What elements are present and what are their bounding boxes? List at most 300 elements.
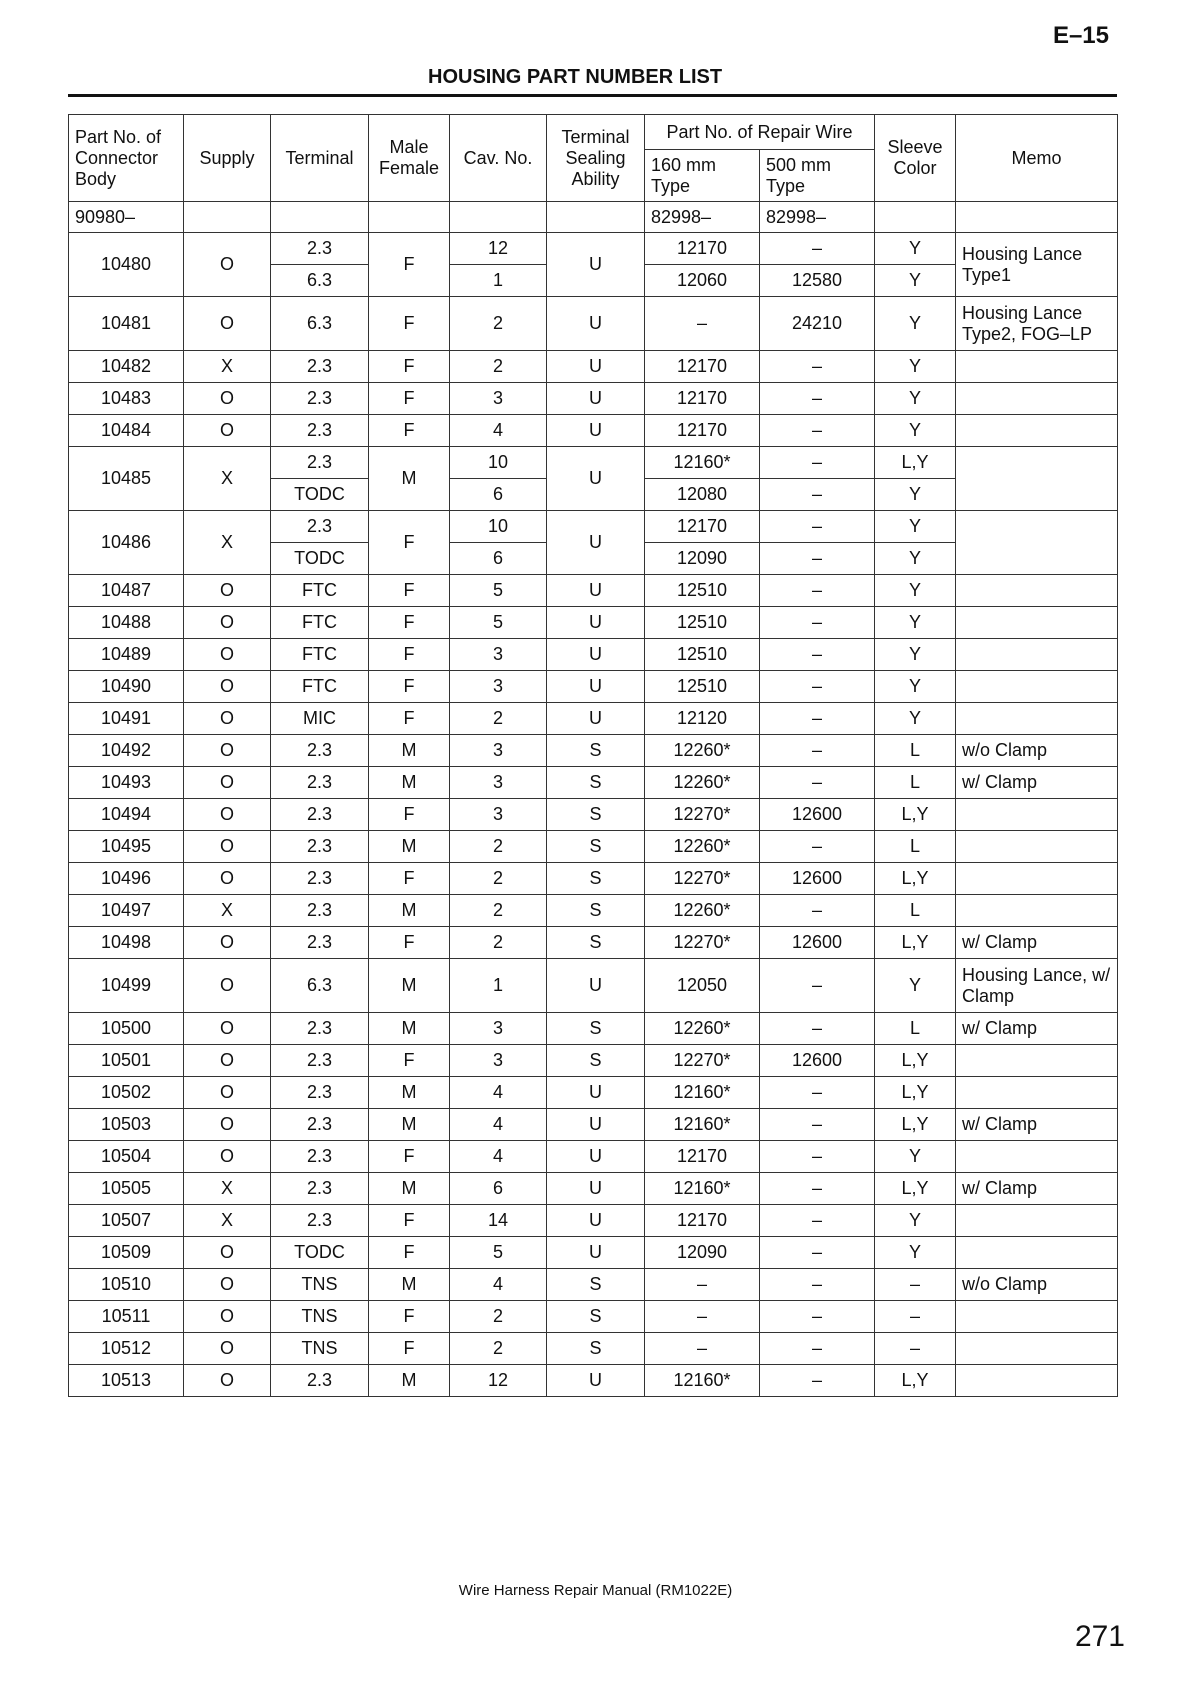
cell-terminal: 2.3 xyxy=(271,1173,369,1205)
cell-wire-500: – xyxy=(760,1333,875,1365)
cell-male-female: M xyxy=(369,447,450,511)
cell-supply: X xyxy=(184,447,271,511)
cell-male-female: F xyxy=(369,703,450,735)
table-row xyxy=(69,895,1118,927)
cell-sleeve-color: Y xyxy=(875,351,956,383)
cell-wire-500: – xyxy=(760,479,875,511)
cell-terminal: 6.3 xyxy=(271,959,369,1013)
cell-terminal: TNS xyxy=(271,1301,369,1333)
cell-supply: O xyxy=(184,1013,271,1045)
cell-memo: Housing Lance, w/ Clamp xyxy=(956,959,1118,1013)
cell-sleeve-color: L,Y xyxy=(875,1365,956,1397)
cell-terminal: 2.3 xyxy=(271,767,369,799)
table-row xyxy=(69,671,1118,703)
prefix-wire-160: 82998– xyxy=(645,202,760,233)
table-row xyxy=(69,447,1118,479)
cell-terminal: TNS xyxy=(271,1333,369,1365)
cell-cav-no: 2 xyxy=(450,1301,547,1333)
cell-wire-500: 24210 xyxy=(760,297,875,351)
cell-sealing: U xyxy=(547,233,645,297)
cell-male-female: F xyxy=(369,1141,450,1173)
cell-memo xyxy=(956,831,1118,863)
table-row xyxy=(69,799,1118,831)
cell-wire-160: 12060 xyxy=(645,265,760,297)
cell-wire-160: – xyxy=(645,1333,760,1365)
cell-terminal: FTC xyxy=(271,575,369,607)
table-row xyxy=(69,1045,1118,1077)
cell-male-female: F xyxy=(369,1045,450,1077)
cell-supply: O xyxy=(184,767,271,799)
cell-cav-no: 1 xyxy=(450,265,547,297)
cell-sealing: U xyxy=(547,297,645,351)
cell-memo xyxy=(956,1141,1118,1173)
cell-part-no: 10480 xyxy=(69,233,184,297)
table-row xyxy=(69,639,1118,671)
cell-terminal: 6.3 xyxy=(271,265,369,297)
cell-sleeve-color: – xyxy=(875,1333,956,1365)
cell-wire-500: 12600 xyxy=(760,1045,875,1077)
cell-supply: O xyxy=(184,1109,271,1141)
cell-terminal: FTC xyxy=(271,639,369,671)
cell-male-female: F xyxy=(369,1333,450,1365)
cell-wire-500: – xyxy=(760,383,875,415)
cell-wire-160: 12260* xyxy=(645,767,760,799)
cell-cav-no: 2 xyxy=(450,927,547,959)
cell-male-female: M xyxy=(369,1173,450,1205)
cell-terminal: TNS xyxy=(271,1269,369,1301)
cell-wire-500: – xyxy=(760,233,875,265)
cell-sleeve-color: L,Y xyxy=(875,1173,956,1205)
cell-cav-no: 2 xyxy=(450,895,547,927)
cell-sealing: U xyxy=(547,415,645,447)
cell-male-female: M xyxy=(369,1077,450,1109)
cell-part-no: 10513 xyxy=(69,1365,184,1397)
header-wire-160: 160 mm Type xyxy=(645,150,760,202)
cell-memo: w/ Clamp xyxy=(956,1013,1118,1045)
cell-male-female: F xyxy=(369,863,450,895)
cell-part-no: 10488 xyxy=(69,607,184,639)
cell-cav-no: 6 xyxy=(450,1173,547,1205)
cell-memo: Housing Lance Type1 xyxy=(956,233,1118,297)
cell-cav-no: 4 xyxy=(450,1077,547,1109)
cell-part-no: 10505 xyxy=(69,1173,184,1205)
cell-memo xyxy=(956,607,1118,639)
cell-memo xyxy=(956,1301,1118,1333)
cell-supply: O xyxy=(184,735,271,767)
cell-sleeve-color: L xyxy=(875,831,956,863)
cell-male-female: F xyxy=(369,383,450,415)
cell-part-no: 10507 xyxy=(69,1205,184,1237)
cell-cav-no: 3 xyxy=(450,799,547,831)
cell-wire-160: 12170 xyxy=(645,1141,760,1173)
cell-wire-500: 12600 xyxy=(760,863,875,895)
cell-wire-160: 12160* xyxy=(645,1077,760,1109)
cell-part-no: 10487 xyxy=(69,575,184,607)
cell-sleeve-color: Y xyxy=(875,1205,956,1237)
cell-male-female: M xyxy=(369,735,450,767)
cell-wire-500: – xyxy=(760,1077,875,1109)
cell-memo: w/ Clamp xyxy=(956,927,1118,959)
cell-wire-160: – xyxy=(645,1301,760,1333)
cell-sleeve-color: Y xyxy=(875,543,956,575)
cell-wire-500: – xyxy=(760,767,875,799)
cell-memo: Housing Lance Type2, FOG–LP xyxy=(956,297,1118,351)
table-row xyxy=(69,831,1118,863)
cell-wire-160: 12170 xyxy=(645,511,760,543)
cell-male-female: F xyxy=(369,351,450,383)
cell-male-female: F xyxy=(369,927,450,959)
cell-terminal: 2.3 xyxy=(271,447,369,479)
cell-supply: O xyxy=(184,1365,271,1397)
cell-sleeve-color: L,Y xyxy=(875,1045,956,1077)
cell-cav-no: 3 xyxy=(450,383,547,415)
page-title: HOUSING PART NUMBER LIST xyxy=(428,66,723,88)
cell-sealing: U xyxy=(547,447,645,511)
cell-male-female: M xyxy=(369,959,450,1013)
cell-wire-500: – xyxy=(760,703,875,735)
header-terminal: Terminal xyxy=(271,115,369,202)
cell-terminal: 2.3 xyxy=(271,1205,369,1237)
cell-terminal: 2.3 xyxy=(271,831,369,863)
cell-cav-no: 5 xyxy=(450,575,547,607)
cell-memo xyxy=(956,511,1118,575)
cell-wire-160: 12080 xyxy=(645,479,760,511)
cell-cav-no: 3 xyxy=(450,1013,547,1045)
cell-part-no: 10504 xyxy=(69,1141,184,1173)
cell-part-no: 10483 xyxy=(69,383,184,415)
cell-sleeve-color: – xyxy=(875,1269,956,1301)
header-wire-500: 500 mm Type xyxy=(760,150,875,202)
cell-sealing: S xyxy=(547,735,645,767)
cell-male-female: F xyxy=(369,607,450,639)
cell-sleeve-color: Y xyxy=(875,297,956,351)
cell-wire-160: 12510 xyxy=(645,575,760,607)
cell-terminal: 2.3 xyxy=(271,927,369,959)
cell-supply: O xyxy=(184,1141,271,1173)
cell-part-no: 10501 xyxy=(69,1045,184,1077)
cell-terminal: TODC xyxy=(271,479,369,511)
cell-terminal: 2.3 xyxy=(271,351,369,383)
cell-sleeve-color: L,Y xyxy=(875,863,956,895)
cell-wire-160: 12510 xyxy=(645,607,760,639)
cell-sleeve-color: – xyxy=(875,1301,956,1333)
cell-wire-160: 12050 xyxy=(645,959,760,1013)
cell-cav-no: 3 xyxy=(450,735,547,767)
housing-part-table xyxy=(68,114,1118,1397)
header-memo: Memo xyxy=(956,115,1118,202)
cell-sealing: S xyxy=(547,831,645,863)
cell-memo xyxy=(956,895,1118,927)
prefix-part-no: 90980– xyxy=(69,202,184,233)
cell-wire-160: 12170 xyxy=(645,233,760,265)
cell-wire-160: 12160* xyxy=(645,1109,760,1141)
cell-part-no: 10485 xyxy=(69,447,184,511)
cell-cav-no: 12 xyxy=(450,233,547,265)
cell-cav-no: 2 xyxy=(450,297,547,351)
cell-part-no: 10511 xyxy=(69,1301,184,1333)
cell-male-female: F xyxy=(369,575,450,607)
table-row xyxy=(69,1141,1118,1173)
cell-wire-160: 12260* xyxy=(645,831,760,863)
table-body xyxy=(69,202,1118,1397)
cell-sealing: U xyxy=(547,575,645,607)
cell-terminal: 6.3 xyxy=(271,297,369,351)
cell-male-female: F xyxy=(369,1237,450,1269)
cell-cav-no: 12 xyxy=(450,1365,547,1397)
header-male-female: Male Female xyxy=(369,115,450,202)
page-number: 271 xyxy=(1074,1620,1125,1653)
cell-wire-160: 12170 xyxy=(645,383,760,415)
cell-memo xyxy=(956,863,1118,895)
table-row xyxy=(69,511,1118,543)
cell-supply: O xyxy=(184,297,271,351)
cell-sleeve-color: Y xyxy=(875,479,956,511)
cell-wire-500: – xyxy=(760,1141,875,1173)
cell-sealing: S xyxy=(547,895,645,927)
cell-sleeve-color: L xyxy=(875,1013,956,1045)
cell-sleeve-color: L,Y xyxy=(875,799,956,831)
cell-cav-no: 6 xyxy=(450,479,547,511)
cell-sealing: U xyxy=(547,1237,645,1269)
cell-male-female: F xyxy=(369,799,450,831)
cell-cav-no: 3 xyxy=(450,1045,547,1077)
cell-wire-500: – xyxy=(760,351,875,383)
cell-part-no: 10489 xyxy=(69,639,184,671)
table-row xyxy=(69,703,1118,735)
cell-sealing: U xyxy=(547,607,645,639)
cell-wire-160: 12090 xyxy=(645,1237,760,1269)
cell-sleeve-color: Y xyxy=(875,1237,956,1269)
cell-part-no: 10490 xyxy=(69,671,184,703)
cell-wire-160: 12510 xyxy=(645,671,760,703)
table-row xyxy=(69,1333,1118,1365)
cell-wire-160: 12120 xyxy=(645,703,760,735)
cell-wire-160: 12160* xyxy=(645,447,760,479)
cell-wire-160: 12160* xyxy=(645,1365,760,1397)
cell-wire-500: 12600 xyxy=(760,927,875,959)
table-row xyxy=(69,1365,1118,1397)
cell-male-female: M xyxy=(369,895,450,927)
cell-supply: O xyxy=(184,1301,271,1333)
table-row xyxy=(69,575,1118,607)
cell-part-no: 10500 xyxy=(69,1013,184,1045)
cell-cav-no: 2 xyxy=(450,351,547,383)
cell-supply: X xyxy=(184,1173,271,1205)
cell-memo: w/o Clamp xyxy=(956,1269,1118,1301)
cell-memo xyxy=(956,1333,1118,1365)
cell-terminal: MIC xyxy=(271,703,369,735)
cell-part-no: 10482 xyxy=(69,351,184,383)
cell-sealing: S xyxy=(547,799,645,831)
table-row xyxy=(69,1205,1118,1237)
cell-wire-500: – xyxy=(760,543,875,575)
cell-supply: O xyxy=(184,639,271,671)
cell-wire-160: 12160* xyxy=(645,1173,760,1205)
table-row xyxy=(69,863,1118,895)
cell-cav-no: 4 xyxy=(450,1269,547,1301)
title-rule xyxy=(68,94,1117,97)
cell-male-female: F xyxy=(369,671,450,703)
cell-part-no: 10493 xyxy=(69,767,184,799)
cell-memo: w/ Clamp xyxy=(956,1109,1118,1141)
cell-sealing: U xyxy=(547,383,645,415)
header-cav-no: Cav. No. xyxy=(450,115,547,202)
cell-cav-no: 5 xyxy=(450,1237,547,1269)
table-row xyxy=(69,297,1118,351)
cell-sealing: U xyxy=(547,1077,645,1109)
cell-wire-160: – xyxy=(645,1269,760,1301)
table-row xyxy=(69,1013,1118,1045)
cell-cav-no: 4 xyxy=(450,415,547,447)
cell-sleeve-color: Y xyxy=(875,959,956,1013)
cell-sealing: U xyxy=(547,703,645,735)
cell-part-no: 10510 xyxy=(69,1269,184,1301)
cell-supply: O xyxy=(184,863,271,895)
cell-sleeve-color: Y xyxy=(875,703,956,735)
cell-sleeve-color: Y xyxy=(875,383,956,415)
cell-sleeve-color: L xyxy=(875,735,956,767)
cell-cav-no: 2 xyxy=(450,1333,547,1365)
cell-part-no: 10492 xyxy=(69,735,184,767)
cell-terminal: 2.3 xyxy=(271,863,369,895)
cell-male-female: F xyxy=(369,511,450,575)
cell-sleeve-color: L xyxy=(875,767,956,799)
cell-terminal: FTC xyxy=(271,671,369,703)
cell-memo xyxy=(956,1237,1118,1269)
cell-terminal: 2.3 xyxy=(271,1077,369,1109)
cell-supply: O xyxy=(184,959,271,1013)
cell-sleeve-color: Y xyxy=(875,671,956,703)
cell-wire-160: 12170 xyxy=(645,415,760,447)
cell-memo xyxy=(956,383,1118,415)
table-row xyxy=(69,607,1118,639)
cell-supply: O xyxy=(184,415,271,447)
cell-sealing: U xyxy=(547,639,645,671)
footer-manual-title: Wire Harness Repair Manual (RM1022E) xyxy=(458,1582,733,1599)
cell-wire-500: – xyxy=(760,575,875,607)
cell-wire-500: – xyxy=(760,1365,875,1397)
cell-sleeve-color: L,Y xyxy=(875,447,956,479)
cell-male-female: M xyxy=(369,1269,450,1301)
table-row xyxy=(69,233,1118,265)
cell-male-female: M xyxy=(369,1365,450,1397)
prefix-row xyxy=(69,202,1118,233)
cell-sealing: S xyxy=(547,1045,645,1077)
cell-memo xyxy=(956,351,1118,383)
cell-terminal: 2.3 xyxy=(271,415,369,447)
cell-supply: O xyxy=(184,575,271,607)
table-row xyxy=(69,1077,1118,1109)
cell-supply: X xyxy=(184,895,271,927)
table-row xyxy=(69,1109,1118,1141)
cell-wire-160: 12260* xyxy=(645,735,760,767)
header-repair-wire: Part No. of Repair Wire xyxy=(645,115,875,150)
cell-wire-500: – xyxy=(760,1301,875,1333)
cell-supply: X xyxy=(184,351,271,383)
cell-part-no: 10503 xyxy=(69,1109,184,1141)
cell-memo xyxy=(956,703,1118,735)
cell-supply: X xyxy=(184,1205,271,1237)
cell-sealing: U xyxy=(547,1365,645,1397)
cell-wire-160: 12270* xyxy=(645,863,760,895)
cell-terminal: 2.3 xyxy=(271,233,369,265)
cell-supply: O xyxy=(184,1045,271,1077)
cell-wire-160: 12510 xyxy=(645,639,760,671)
cell-cav-no: 3 xyxy=(450,639,547,671)
cell-sealing: S xyxy=(547,1013,645,1045)
cell-sleeve-color: L xyxy=(875,895,956,927)
cell-memo xyxy=(956,799,1118,831)
table-row xyxy=(69,1301,1118,1333)
cell-wire-500: – xyxy=(760,415,875,447)
cell-wire-160: 12270* xyxy=(645,1045,760,1077)
cell-wire-500: – xyxy=(760,1013,875,1045)
cell-supply: O xyxy=(184,671,271,703)
cell-terminal: 2.3 xyxy=(271,735,369,767)
prefix-wire-500: 82998– xyxy=(760,202,875,233)
cell-wire-160: 12260* xyxy=(645,895,760,927)
cell-supply: O xyxy=(184,799,271,831)
cell-part-no: 10502 xyxy=(69,1077,184,1109)
cell-sleeve-color: Y xyxy=(875,265,956,297)
header-supply: Supply xyxy=(184,115,271,202)
cell-cav-no: 10 xyxy=(450,447,547,479)
cell-terminal: FTC xyxy=(271,607,369,639)
cell-wire-500: – xyxy=(760,735,875,767)
cell-wire-500: – xyxy=(760,1109,875,1141)
cell-sealing: U xyxy=(547,1141,645,1173)
cell-cav-no: 1 xyxy=(450,959,547,1013)
cell-male-female: F xyxy=(369,297,450,351)
cell-wire-500: 12580 xyxy=(760,265,875,297)
cell-sealing: S xyxy=(547,1301,645,1333)
cell-supply: X xyxy=(184,511,271,575)
cell-wire-500: – xyxy=(760,1173,875,1205)
cell-cav-no: 2 xyxy=(450,863,547,895)
header-terminal-sealing: Terminal Sealing Ability xyxy=(547,115,645,202)
cell-male-female: F xyxy=(369,639,450,671)
cell-sleeve-color: Y xyxy=(875,233,956,265)
cell-part-no: 10495 xyxy=(69,831,184,863)
cell-part-no: 10498 xyxy=(69,927,184,959)
cell-supply: O xyxy=(184,383,271,415)
cell-supply: O xyxy=(184,1237,271,1269)
cell-memo: w/o Clamp xyxy=(956,735,1118,767)
table-row xyxy=(69,927,1118,959)
cell-wire-160: 12090 xyxy=(645,543,760,575)
cell-wire-500: – xyxy=(760,1237,875,1269)
cell-supply: O xyxy=(184,607,271,639)
cell-cav-no: 3 xyxy=(450,671,547,703)
cell-sealing: S xyxy=(547,1333,645,1365)
cell-cav-no: 4 xyxy=(450,1109,547,1141)
cell-terminal: 2.3 xyxy=(271,1109,369,1141)
cell-supply: O xyxy=(184,927,271,959)
cell-terminal: 2.3 xyxy=(271,511,369,543)
cell-cav-no: 6 xyxy=(450,543,547,575)
cell-wire-500: – xyxy=(760,1205,875,1237)
cell-part-no: 10497 xyxy=(69,895,184,927)
cell-supply: O xyxy=(184,1333,271,1365)
cell-memo xyxy=(956,415,1118,447)
cell-wire-160: 12170 xyxy=(645,1205,760,1237)
cell-terminal: 2.3 xyxy=(271,1141,369,1173)
cell-wire-500: – xyxy=(760,607,875,639)
cell-part-no: 10481 xyxy=(69,297,184,351)
cell-cav-no: 14 xyxy=(450,1205,547,1237)
cell-sleeve-color: Y xyxy=(875,511,956,543)
cell-part-no: 10499 xyxy=(69,959,184,1013)
